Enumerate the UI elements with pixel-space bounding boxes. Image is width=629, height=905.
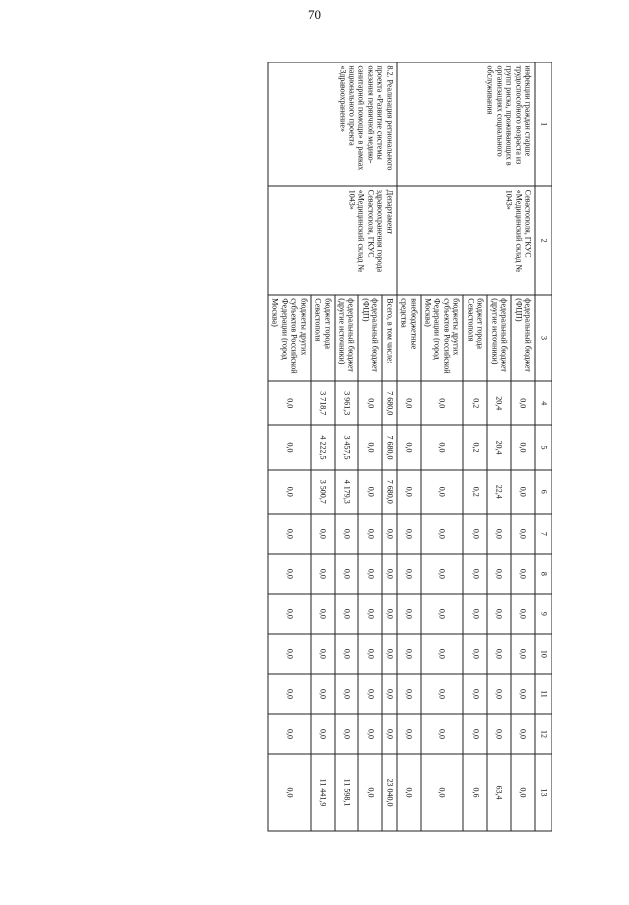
value-cell: 3 961,3 [335, 381, 359, 425]
value-cell: 0,0 [397, 674, 421, 714]
value-cell: 0,0 [358, 674, 382, 714]
executor-cell: Департамент здравоохранения города Севастополя, ГКУС «Медицинский склад № 1043» [268, 186, 397, 295]
total-cell: 0,0 [397, 754, 421, 831]
value-cell: 0,0 [397, 470, 421, 514]
value-cell: 0,0 [463, 674, 487, 714]
funding-source: бюджет города Севастополя [463, 295, 487, 381]
value-cell: 0,0 [335, 714, 359, 754]
column-number: 1 [535, 62, 552, 186]
value-cell: 0,2 [463, 425, 487, 469]
column-number: 3 [535, 295, 552, 381]
value-cell: 22,4 [487, 470, 511, 514]
funding-table [267, 62, 552, 832]
value-cell: 0,0 [511, 381, 535, 425]
value-cell: 0,0 [511, 634, 535, 674]
value-cell: 0,0 [382, 554, 396, 594]
activity-cell: инфекции граждан старше трудоспособного возраста из групп риска, проживающих в организациях социального обслуживания [397, 62, 535, 186]
value-cell: 0,0 [397, 594, 421, 634]
value-cell: 20,4 [487, 425, 511, 469]
value-cell: 3 500,7 [311, 470, 335, 514]
value-cell: 0,0 [397, 425, 421, 469]
value-cell: 0,0 [382, 714, 396, 754]
column-number: 13 [535, 754, 552, 831]
funding-source: Всего, в том числе: [382, 295, 396, 381]
value-cell: 7 680,0 [382, 381, 396, 425]
value-cell: 0,0 [382, 634, 396, 674]
column-number-row [535, 62, 552, 831]
rotated-table-container [99, 62, 552, 832]
value-cell: 0,0 [358, 634, 382, 674]
value-cell: 7 680,0 [382, 425, 396, 469]
column-number: 5 [535, 425, 552, 469]
value-cell: 0,0 [421, 634, 464, 674]
total-cell: 23 040,0 [382, 754, 396, 831]
value-cell: 0,0 [268, 425, 311, 469]
column-number: 9 [535, 594, 552, 634]
executor-cell: Севастополя, ГКУС «Медицинский склад № 1043» [397, 186, 535, 295]
value-cell: 0,0 [358, 594, 382, 634]
funding-source: внебюджетные средства [397, 295, 421, 381]
value-cell: 0,0 [358, 381, 382, 425]
value-cell: 0,0 [397, 554, 421, 594]
value-cell: 0,0 [268, 594, 311, 634]
value-cell: 0,0 [335, 674, 359, 714]
table-row [382, 62, 396, 831]
value-cell: 0,0 [421, 714, 464, 754]
value-cell: 0,0 [421, 470, 464, 514]
value-cell: 0,0 [382, 594, 396, 634]
value-cell: 0,0 [268, 714, 311, 754]
funding-source: федеральный бюджет (другие источники) [335, 295, 359, 381]
page-number: 70 [308, 7, 321, 22]
value-cell: 4 222,5 [311, 425, 335, 469]
activity-cell: 8.2. Реализация регионального проекта «Развитие системы оказания первичной медико-санитарной помощи» в рамках национального проекта «Здравоохранение» [268, 62, 397, 186]
value-cell: 0,0 [511, 514, 535, 554]
total-cell: 11 598,1 [335, 754, 359, 831]
column-number: 7 [535, 514, 552, 554]
value-cell: 0,0 [358, 714, 382, 754]
value-cell: 0,0 [358, 425, 382, 469]
value-cell: 0,0 [487, 674, 511, 714]
value-cell: 0,0 [421, 425, 464, 469]
total-cell: 63,4 [487, 754, 511, 831]
value-cell: 0,0 [511, 554, 535, 594]
total-cell: 0,0 [421, 754, 464, 831]
value-cell: 0,0 [335, 514, 359, 554]
funding-source: бюджеты других субъектов Российской Федерации (город Москва) [421, 295, 464, 381]
value-cell: 0,0 [421, 381, 464, 425]
value-cell: 0,0 [358, 470, 382, 514]
value-cell: 7 680,0 [382, 470, 396, 514]
value-cell: 0,0 [311, 554, 335, 594]
funding-source: бюджеты других субъектов Российской Федерации (город Москва) [268, 295, 311, 381]
value-cell: 0,0 [397, 381, 421, 425]
total-cell: 0,0 [511, 754, 535, 831]
value-cell: 0,0 [335, 594, 359, 634]
value-cell: 0,0 [268, 554, 311, 594]
value-cell: 0,0 [397, 514, 421, 554]
value-cell: 0,0 [487, 634, 511, 674]
column-number: 6 [535, 470, 552, 514]
value-cell: 0,0 [397, 634, 421, 674]
value-cell: 0,0 [311, 634, 335, 674]
column-number: 11 [535, 674, 552, 714]
value-cell: 0,0 [421, 514, 464, 554]
value-cell: 0,2 [463, 470, 487, 514]
value-cell: 0,0 [421, 674, 464, 714]
value-cell: 0,0 [463, 554, 487, 594]
table-row [511, 62, 535, 831]
value-cell: 0,0 [311, 594, 335, 634]
funding-source: федеральный бюджет (другие источники) [487, 295, 511, 381]
value-cell: 0,0 [421, 594, 464, 634]
value-cell: 0,0 [511, 425, 535, 469]
value-cell: 0,0 [311, 674, 335, 714]
value-cell: 4 179,3 [335, 470, 359, 514]
value-cell: 0,0 [487, 714, 511, 754]
value-cell: 0,0 [311, 514, 335, 554]
value-cell: 0,0 [358, 514, 382, 554]
value-cell: 0,0 [268, 381, 311, 425]
value-cell: 0,0 [335, 634, 359, 674]
column-number: 10 [535, 634, 552, 674]
funding-source: федеральный бюджет (ФЦП) [511, 295, 535, 381]
funding-source: федеральный бюджет (ФЦП) [358, 295, 382, 381]
value-cell: 0,0 [382, 674, 396, 714]
funding-source: бюджет города Севастополя [311, 295, 335, 381]
value-cell: 0,0 [335, 554, 359, 594]
rotated-table [100, 62, 553, 832]
value-cell: 0,0 [268, 674, 311, 714]
total-cell: 0,0 [358, 754, 382, 831]
value-cell: 0,0 [487, 514, 511, 554]
column-number: 2 [535, 186, 552, 295]
value-cell: 0,0 [382, 514, 396, 554]
column-number: 12 [535, 714, 552, 754]
value-cell: 0,0 [463, 514, 487, 554]
value-cell: 0,0 [487, 594, 511, 634]
value-cell: 0,0 [358, 554, 382, 594]
value-cell: 0,0 [463, 714, 487, 754]
value-cell: 0,0 [268, 470, 311, 514]
value-cell: 0,0 [463, 634, 487, 674]
value-cell: 3 718,7 [311, 381, 335, 425]
value-cell: 0,0 [511, 674, 535, 714]
value-cell: 0,0 [421, 554, 464, 594]
total-cell: 0,6 [463, 754, 487, 831]
value-cell: 0,0 [511, 470, 535, 514]
value-cell: 0,0 [311, 714, 335, 754]
total-cell: 11 441,9 [311, 754, 335, 831]
column-number: 4 [535, 381, 552, 425]
column-number: 8 [535, 554, 552, 594]
value-cell: 0,0 [397, 714, 421, 754]
value-cell: 3 457,5 [335, 425, 359, 469]
value-cell: 0,0 [268, 634, 311, 674]
value-cell: 0,0 [463, 594, 487, 634]
value-cell: 0,0 [511, 714, 535, 754]
value-cell: 0,0 [487, 554, 511, 594]
value-cell: 20,4 [487, 381, 511, 425]
total-cell: 0,0 [268, 754, 311, 831]
value-cell: 0,0 [511, 594, 535, 634]
value-cell: 0,0 [268, 514, 311, 554]
value-cell: 0,2 [463, 381, 487, 425]
